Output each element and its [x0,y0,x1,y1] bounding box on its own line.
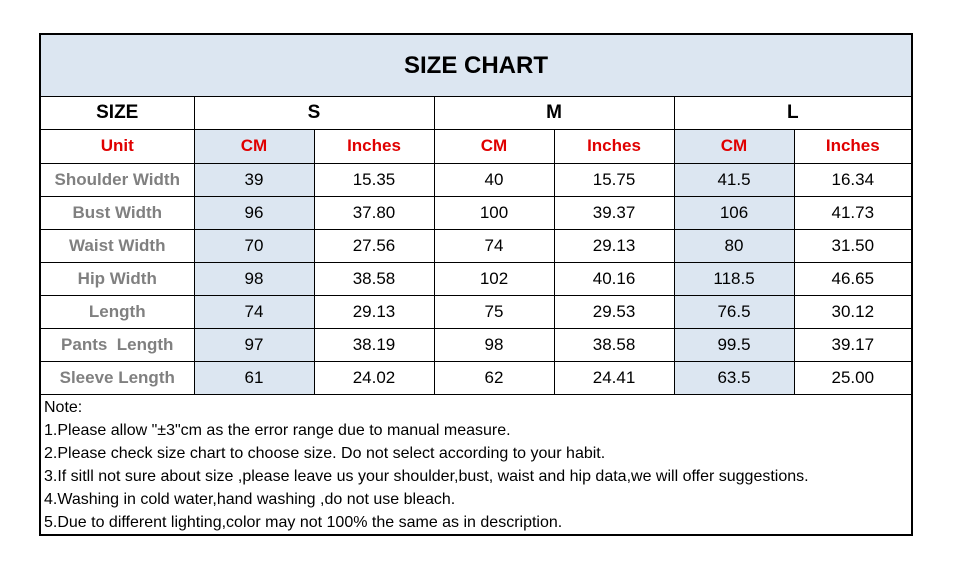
notes-section [41,394,911,534]
row-label: Pants Length [41,328,194,361]
note-item: 2.Please check size chart to choose size. Do not select according to your habit. [44,445,606,462]
table-row [41,229,911,262]
table-row [41,262,911,295]
table-cell: 29.13 [554,229,674,262]
table-cell: 102 [434,262,554,295]
table-cell: 61 [194,361,314,394]
table-cell: 25.00 [794,361,911,394]
table-cell: 39 [194,163,314,196]
table-cell: 37.80 [314,196,434,229]
unit-cell: CM [194,129,314,163]
table-cell: 118.5 [674,262,794,295]
table-cell: 29.53 [554,295,674,328]
table-cell: 75 [434,295,554,328]
table-row [41,295,911,328]
table-cell: 39.17 [794,328,911,361]
table-cell: 62 [434,361,554,394]
table-cell: 98 [434,328,554,361]
table-cell: 24.41 [554,361,674,394]
note-item: 4.Washing in cold water,hand washing ,do not use bleach. [44,491,456,508]
size-table [41,97,911,395]
table-cell: 98 [194,262,314,295]
table-cell: 63.5 [674,361,794,394]
unit-cell: Inches [554,129,674,163]
note-item: 5.Due to different lighting,color may not 100% the same as in description. [44,514,563,531]
table-cell: 40 [434,163,554,196]
table-cell: 38.58 [314,262,434,295]
notes-heading: Note: [44,399,83,416]
table-cell: 27.56 [314,229,434,262]
note-item: 3.If sitll not sure about size ,please leave us your shoulder,bust, waist and hip data,we will offer suggestions. [44,468,809,485]
table-row [41,163,911,196]
table-row [41,328,911,361]
note-item: 1.Please allow "±3"cm as the error range due to manual measure. [44,422,511,439]
table-cell: 96 [194,196,314,229]
size-chart-frame [39,33,913,536]
unit-row [41,129,911,163]
table-cell: 40.16 [554,262,674,295]
size-header-row [41,97,911,129]
unit-cell: CM [434,129,554,163]
row-label: Bust Width [41,196,194,229]
table-cell: 97 [194,328,314,361]
table-cell: 74 [194,295,314,328]
table-cell: 106 [674,196,794,229]
table-cell: 38.19 [314,328,434,361]
table-cell: 46.65 [794,262,911,295]
unit-label: Unit [41,129,194,163]
table-row [41,361,911,394]
chart-title: SIZE CHART [41,35,911,97]
table-row [41,196,911,229]
row-label: Length [41,295,194,328]
table-cell: 15.75 [554,163,674,196]
row-label: Sleeve Length [41,361,194,394]
table-cell: 74 [434,229,554,262]
row-label: Hip Width [41,262,194,295]
table-cell: 15.35 [314,163,434,196]
table-cell: 100 [434,196,554,229]
unit-cell: Inches [314,129,434,163]
table-cell: 99.5 [674,328,794,361]
table-cell: 41.5 [674,163,794,196]
row-label: Waist Width [41,229,194,262]
table-cell: 24.02 [314,361,434,394]
table-cell: 39.37 [554,196,674,229]
unit-cell: CM [674,129,794,163]
table-cell: 76.5 [674,295,794,328]
size-header-m: M [434,97,674,129]
table-cell: 30.12 [794,295,911,328]
table-cell: 41.73 [794,196,911,229]
table-cell: 29.13 [314,295,434,328]
size-header-l: L [674,97,911,129]
table-cell: 38.58 [554,328,674,361]
table-cell: 70 [194,229,314,262]
unit-cell: Inches [794,129,911,163]
table-cell: 80 [674,229,794,262]
table-cell: 31.50 [794,229,911,262]
table-cell: 16.34 [794,163,911,196]
size-header-s: S [194,97,434,129]
row-label: Shoulder Width [41,163,194,196]
size-header-label: SIZE [41,97,194,129]
